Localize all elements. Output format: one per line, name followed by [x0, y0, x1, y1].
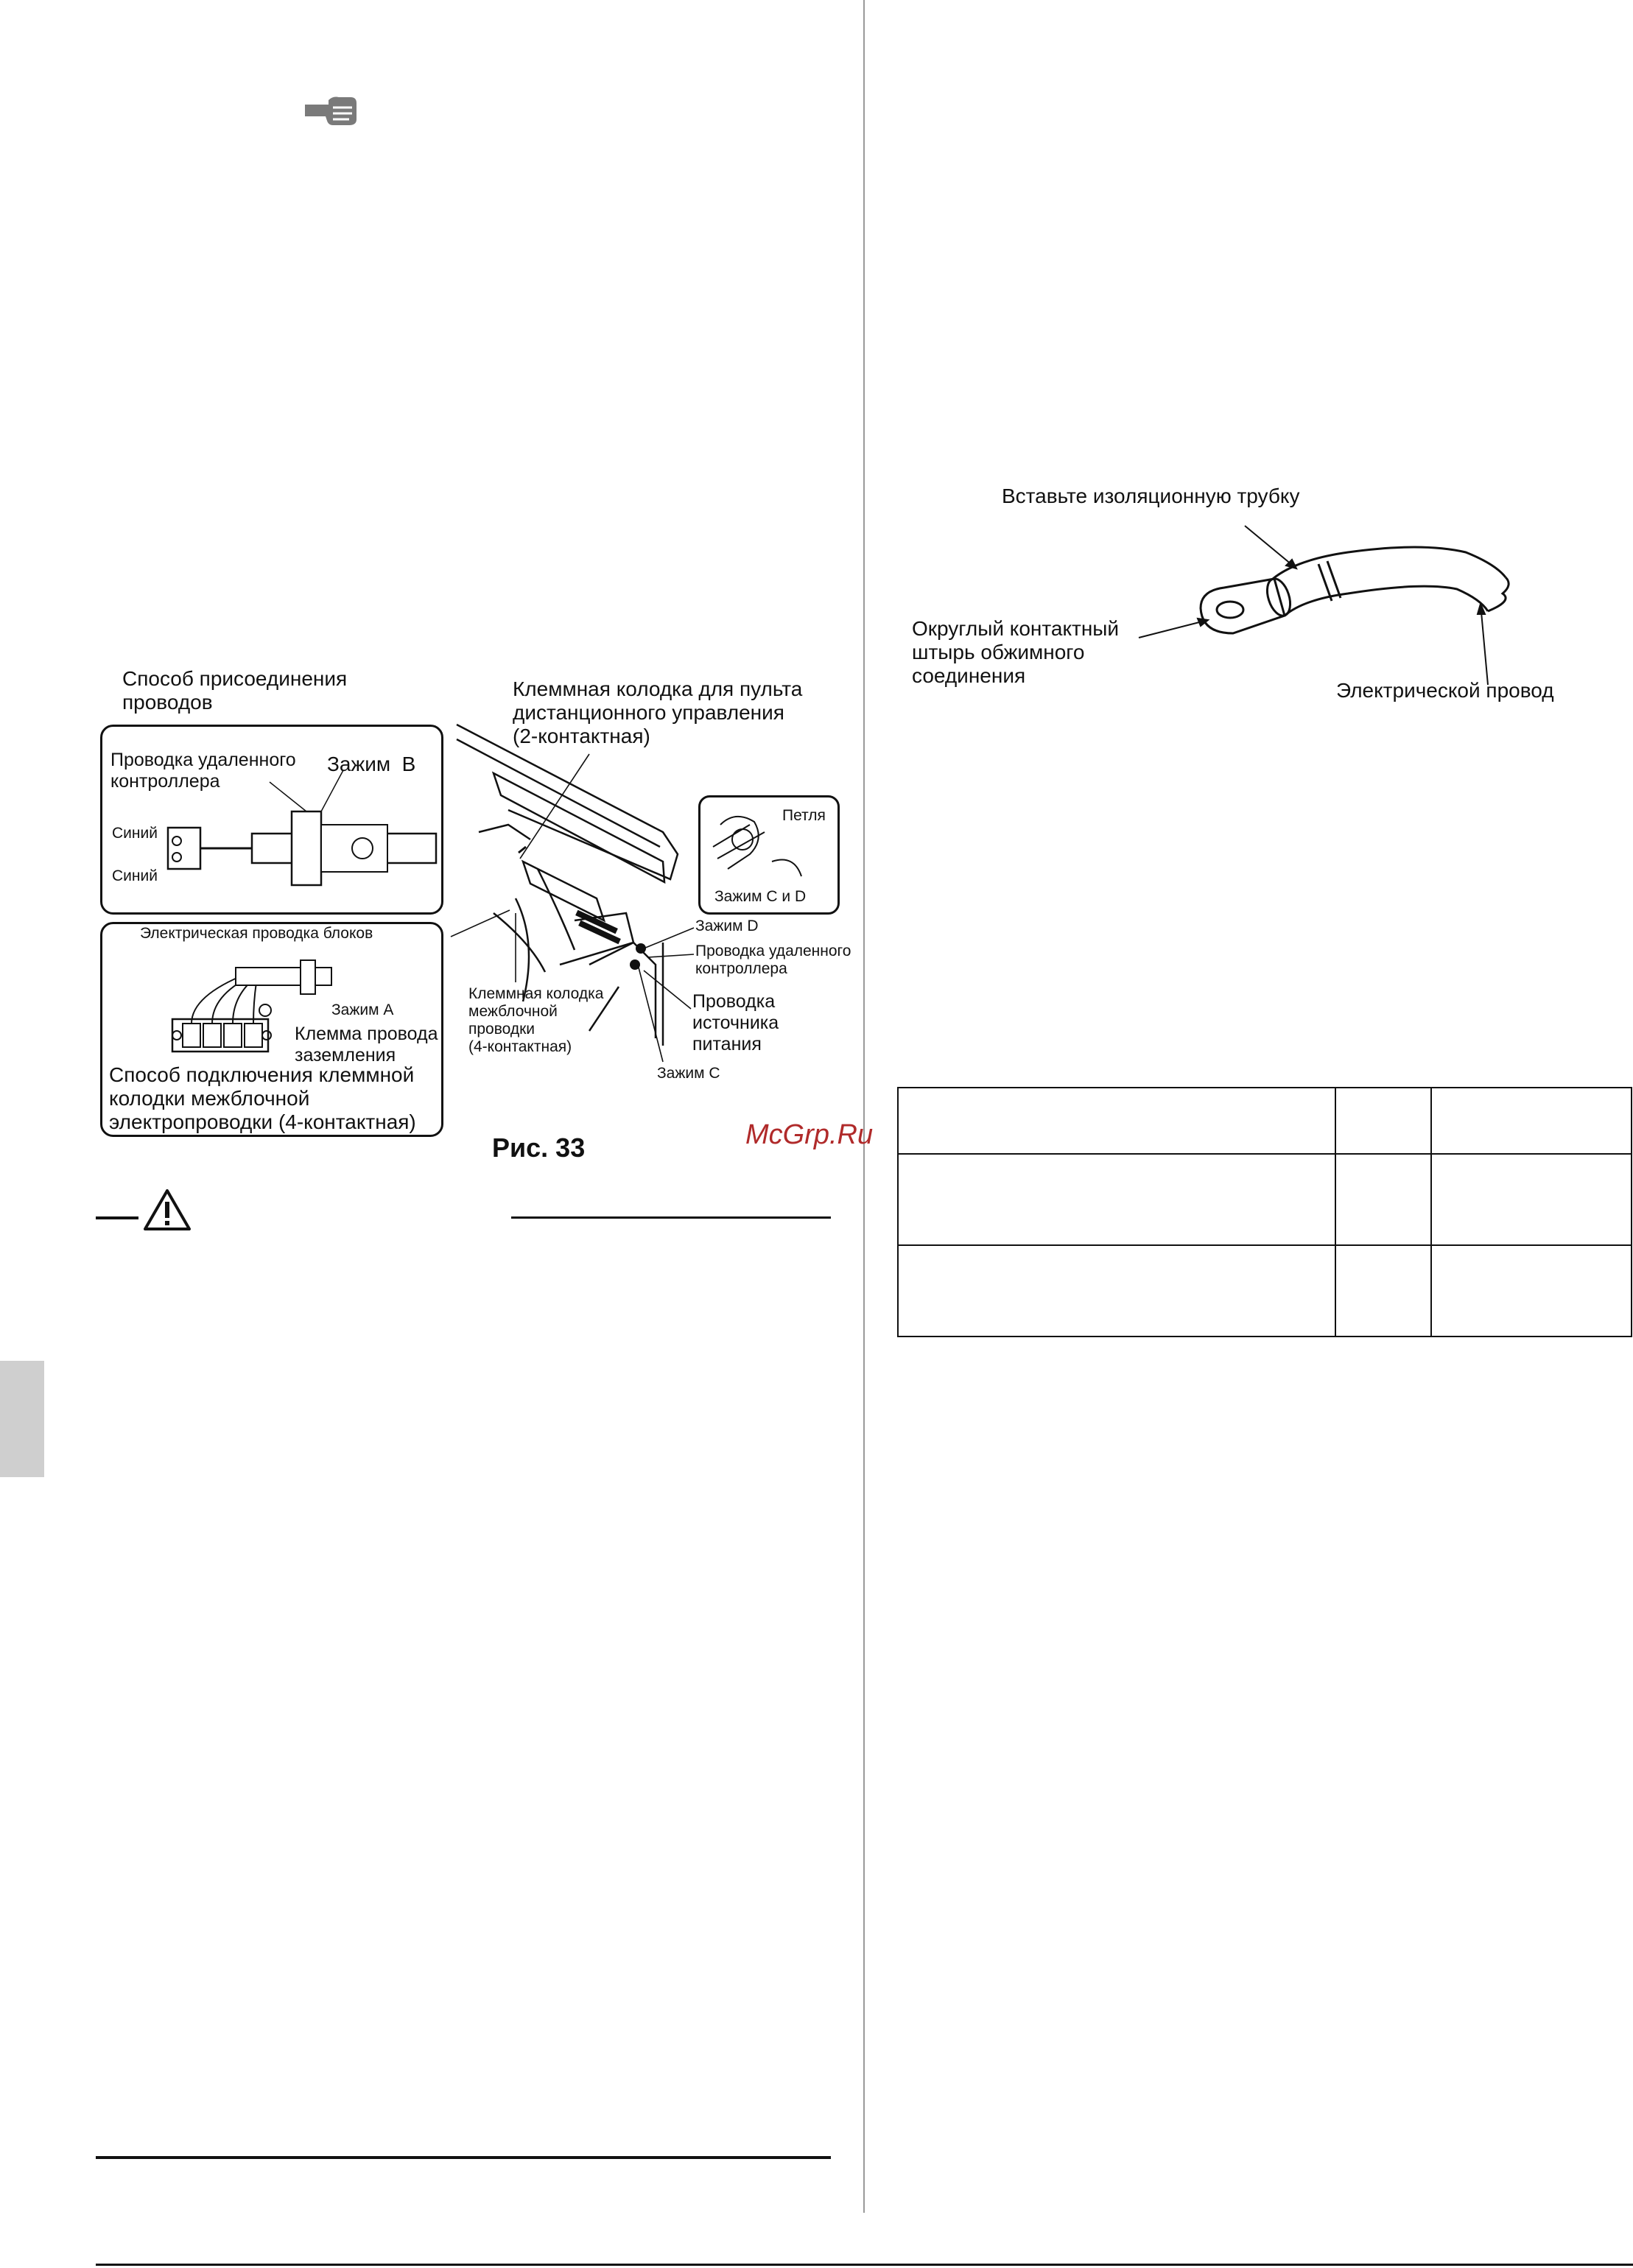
warning-triangle-icon	[143, 1188, 192, 1231]
page-footer-rule	[96, 2264, 1633, 2266]
wire-label: Электрической провод	[1336, 679, 1554, 702]
table-cell	[1335, 1245, 1431, 1336]
clamp-a-label: Зажим А	[331, 1001, 394, 1018]
table-cell	[1431, 1245, 1632, 1336]
warning-rule-left	[96, 1216, 138, 1219]
table-cell	[1431, 1088, 1632, 1154]
clamp-d-label: Зажим D	[695, 918, 759, 934]
clamp-b-label: Зажим B	[327, 753, 416, 775]
section-end-rule	[96, 2156, 831, 2159]
figure-caption: Рис. 33	[492, 1133, 586, 1163]
table-row	[898, 1245, 1632, 1336]
spec-table	[897, 1087, 1632, 1337]
ground-terminal-label: Клемма провода заземления	[295, 1024, 438, 1066]
remote-wiring-label-2: Проводка удаленного контроллера	[695, 943, 851, 978]
unit-wiring-label: Электрическая проводка блоков	[140, 925, 373, 942]
remote-terminal-block-label: Клеммная колодка для пульта дистанционного управления (2-контактная)	[513, 677, 803, 748]
interunit-block-label: Клеммная колодка межблочной проводки (4-контактная)	[468, 985, 604, 1056]
warning-rule-right	[511, 1216, 831, 1219]
loop-label: Петля	[782, 807, 826, 824]
round-pin-label: Округлый контактный штырь обжимного соединения	[912, 617, 1120, 688]
table-row	[898, 1154, 1632, 1245]
table-row	[898, 1088, 1632, 1154]
table-cell	[898, 1088, 1335, 1154]
terminal-method-label: Способ подключения клеммной колодки межблочной электропроводки (4-контактная)	[109, 1063, 416, 1134]
remote-wiring-label: Проводка удаленного контроллера	[110, 750, 296, 792]
table-cell	[1431, 1154, 1632, 1245]
insert-tube-label: Вставьте изоляционную трубку	[1002, 485, 1300, 507]
blue-label-1: Синий	[112, 825, 158, 842]
table-cell	[898, 1154, 1335, 1245]
box1-title: Способ присоединения проводов	[122, 667, 348, 714]
table-cell	[1335, 1088, 1431, 1154]
power-wiring-label: Проводка источника питания	[692, 991, 779, 1054]
watermark: McGrp.Ru	[745, 1119, 874, 1150]
clamp-cd-label: Зажим С и D	[714, 888, 807, 905]
blue-label-2: Синий	[112, 867, 158, 884]
clamp-c-label: Зажим С	[657, 1065, 720, 1082]
table-cell	[1335, 1154, 1431, 1245]
table-cell	[898, 1245, 1335, 1336]
